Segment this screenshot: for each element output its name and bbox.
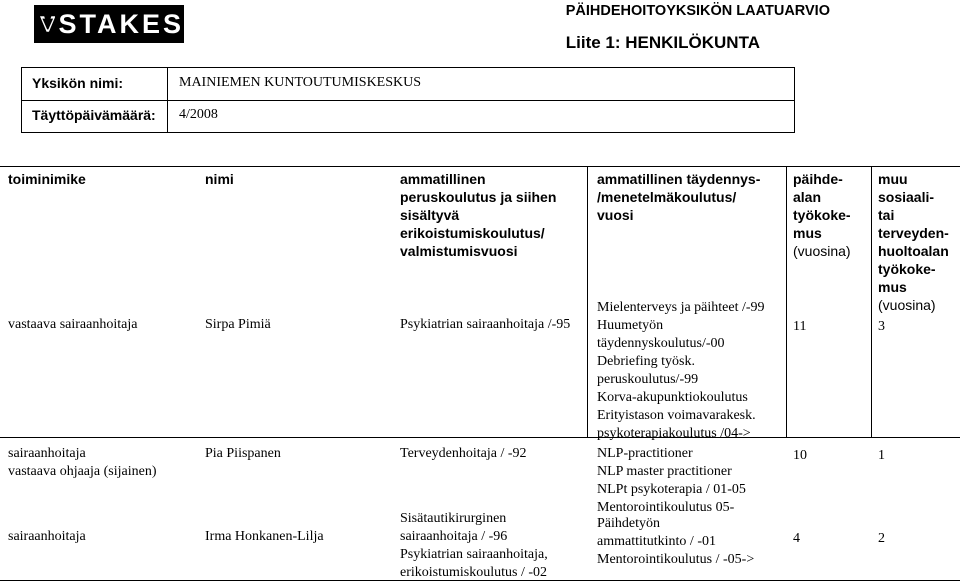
header-other-experience: muu sosiaali- tai terveyden- huoltoalan työkoke- mus (vuosina) (878, 171, 949, 313)
cell-further-education: NLP-practitioner NLP master practitioner NLPt psykoterapia / 01-05 Mentorointikoulutus 05- (597, 446, 746, 515)
stakes-v-icon (40, 9, 55, 39)
report-title: PÄIHDEHOITOYKSIKÖN LAATUARVIO (565, 3, 830, 19)
header-title: toiminimike (8, 171, 86, 187)
cell-title: vastaava sairaanhoitaja (8, 317, 138, 332)
cell-further-education: Mielenterveys ja päihteet /-99 Huumetyön täydennyskoulutus/-00 Debriefing työsk. peruskoulutus/-99 Korva-akupunktiokoulutus Erityistason voimavarakesk. psykoterapiakoulutus /04-> (597, 300, 765, 441)
cell-basic-education: Psykiatrian sairaanhoitaja /-95 (400, 317, 571, 332)
header-basic-education: ammatillinen peruskoulutus ja siihen sisältyvä erikoistumiskoulutus/ valmistumisvuosi (400, 171, 557, 259)
cell-substance-experience: 4 (793, 531, 800, 546)
cell-other-experience: 1 (878, 448, 885, 463)
cell-other-experience: 2 (878, 531, 885, 546)
cell-basic-education: Sisätautikirurginen sairaanhoitaja / -96 Psykiatrian sairaanhoitaja, erikoistumiskoulutus / -02 (400, 511, 548, 580)
cell-further-education: Päihdetyön ammattitutkinto / -01 Mentorointikoulutus / -05-> (597, 516, 755, 567)
header-name: nimi (205, 171, 234, 187)
cell-substance-experience: 11 (793, 319, 807, 334)
unit-info-box (21, 67, 795, 133)
cell-title: sairaanhoitaja vastaava ohjaaja (sijainen) (8, 446, 157, 479)
cell-basic-education: Terveydenhoitaja / -92 (400, 446, 527, 461)
unit-name-label: Yksikön nimi: (32, 75, 124, 91)
fill-date-label: Täyttöpäivämäärä: (32, 107, 156, 123)
cell-title: sairaanhoitaja (8, 529, 86, 544)
cell-name: Sirpa Pimiä (205, 317, 271, 332)
header-substance-experience: päihde- alan työkoke- mus (vuosina) (793, 171, 851, 259)
cell-other-experience: 3 (878, 319, 885, 334)
unit-name-value: MAINIEMEN KUNTOUTUMISKESKUS (179, 75, 422, 90)
appendix-title: Liite 1: HENKILÖKUNTA (565, 33, 760, 52)
cell-name: Irma Honkanen-Lilja (205, 529, 324, 544)
cell-name: Pia Piispanen (205, 446, 281, 461)
logo-text: STAKES (58, 8, 184, 39)
cell-substance-experience: 10 (793, 448, 807, 463)
header-further-education: ammatillinen täydennys- /menetelmäkoulutus/ vuosi (597, 171, 761, 223)
stakes-logo (34, 5, 184, 43)
fill-date-value: 4/2008 (179, 107, 218, 122)
